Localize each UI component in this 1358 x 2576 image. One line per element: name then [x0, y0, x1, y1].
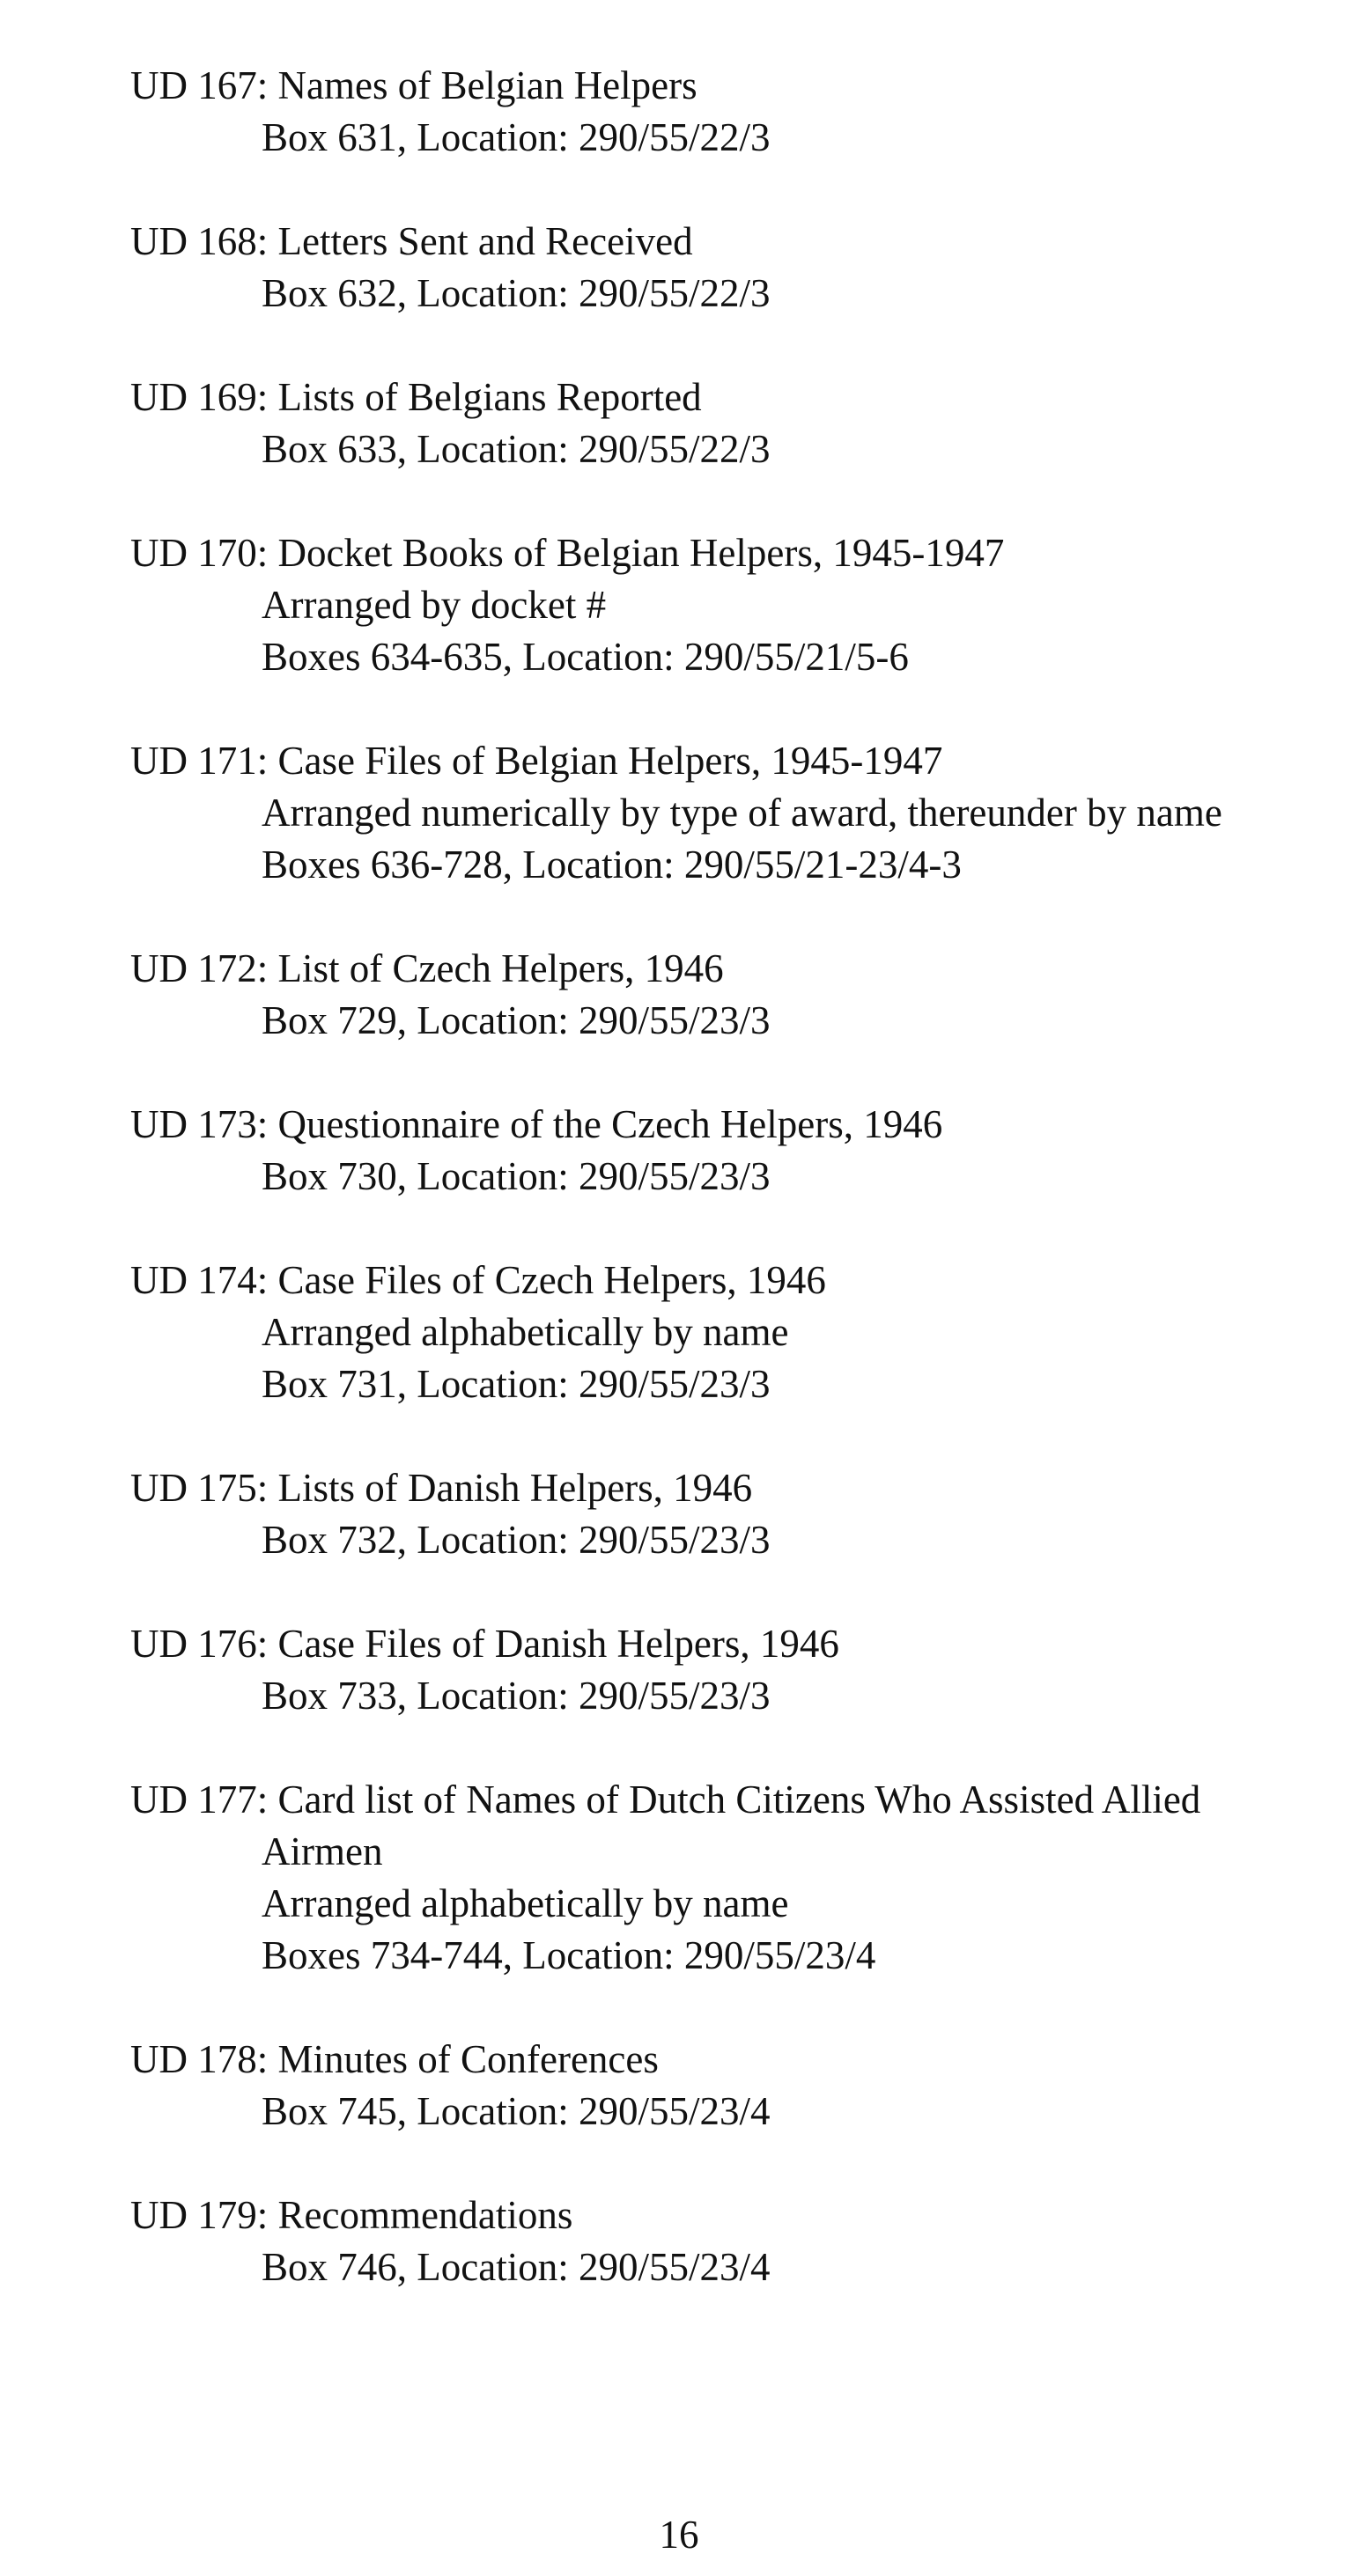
entry-title: UD 171: Case Files of Belgian Helpers, 1945-1947	[130, 739, 943, 783]
entry-ud-167	[130, 60, 1346, 164]
entry-ud-179	[130, 2190, 1346, 2293]
entry-ud-175	[130, 1462, 1346, 1566]
entry-detail: Arranged by docket #	[262, 583, 607, 627]
entry-ud-174	[130, 1255, 1346, 1410]
entry-title: UD 175: Lists of Danish Helpers, 1946	[130, 1466, 753, 1510]
entry-detail: Arranged numerically by type of award, thereunder by name	[262, 791, 1222, 835]
entry-detail: Boxes 734-744, Location: 290/55/23/4	[262, 1933, 876, 1977]
entry-detail: Boxes 636-728, Location: 290/55/21-23/4-3	[262, 843, 962, 887]
entry-title: UD 167: Names of Belgian Helpers	[130, 63, 697, 107]
entry-detail: Box 632, Location: 290/55/22/3	[262, 271, 771, 315]
entry-detail: Boxes 634-635, Location: 290/55/21/5-6	[262, 635, 909, 679]
entry-detail: Box 729, Location: 290/55/23/3	[262, 998, 771, 1042]
entry-detail: Box 732, Location: 290/55/23/3	[262, 1518, 771, 1562]
entry-detail: Box 730, Location: 290/55/23/3	[262, 1154, 771, 1198]
entry-title: UD 179: Recommendations	[130, 2193, 573, 2237]
entry-title: UD 172: List of Czech Helpers, 1946	[130, 946, 724, 990]
entry-detail: Arranged alphabetically by name	[262, 1881, 789, 1925]
entry-detail: Box 731, Location: 290/55/23/3	[262, 1362, 771, 1406]
entry-ud-169	[130, 372, 1346, 475]
entry-title: UD 178: Minutes of Conferences	[130, 2037, 659, 2081]
entry-ud-168	[130, 216, 1346, 320]
entry-detail: Box 746, Location: 290/55/23/4	[262, 2245, 771, 2289]
entry-title: UD 174: Case Files of Czech Helpers, 1946	[130, 1258, 826, 1302]
entry-ud-176	[130, 1618, 1346, 1722]
entry-detail: Box 631, Location: 290/55/22/3	[262, 115, 771, 159]
page-number: 16	[659, 2513, 699, 2557]
entry-ud-173	[130, 1099, 1346, 1203]
entry-detail: Airmen	[262, 1829, 383, 1873]
entry-ud-177	[130, 1774, 1346, 1982]
entry-detail: Arranged alphabetically by name	[262, 1310, 789, 1354]
entry-title: UD 170: Docket Books of Belgian Helpers, 1945-1947	[130, 531, 1005, 575]
entry-ud-172	[130, 943, 1346, 1047]
entry-title: UD 173: Questionnaire of the Czech Helpers, 1946	[130, 1102, 943, 1146]
entry-detail: Box 733, Location: 290/55/23/3	[262, 1674, 771, 1718]
entry-title: UD 169: Lists of Belgians Reported	[130, 375, 702, 419]
entry-title: UD 176: Case Files of Danish Helpers, 1946	[130, 1622, 839, 1666]
entry-ud-171	[130, 735, 1346, 891]
entry-detail: Box 633, Location: 290/55/22/3	[262, 427, 771, 471]
entry-ud-170	[130, 527, 1346, 683]
entry-title: UD 177: Card list of Names of Dutch Citizens Who Assisted Allied	[130, 1777, 1201, 1822]
entry-ud-178	[130, 2034, 1346, 2138]
entry-title: UD 168: Letters Sent and Received	[130, 219, 693, 263]
entry-detail: Box 745, Location: 290/55/23/4	[262, 2089, 771, 2133]
